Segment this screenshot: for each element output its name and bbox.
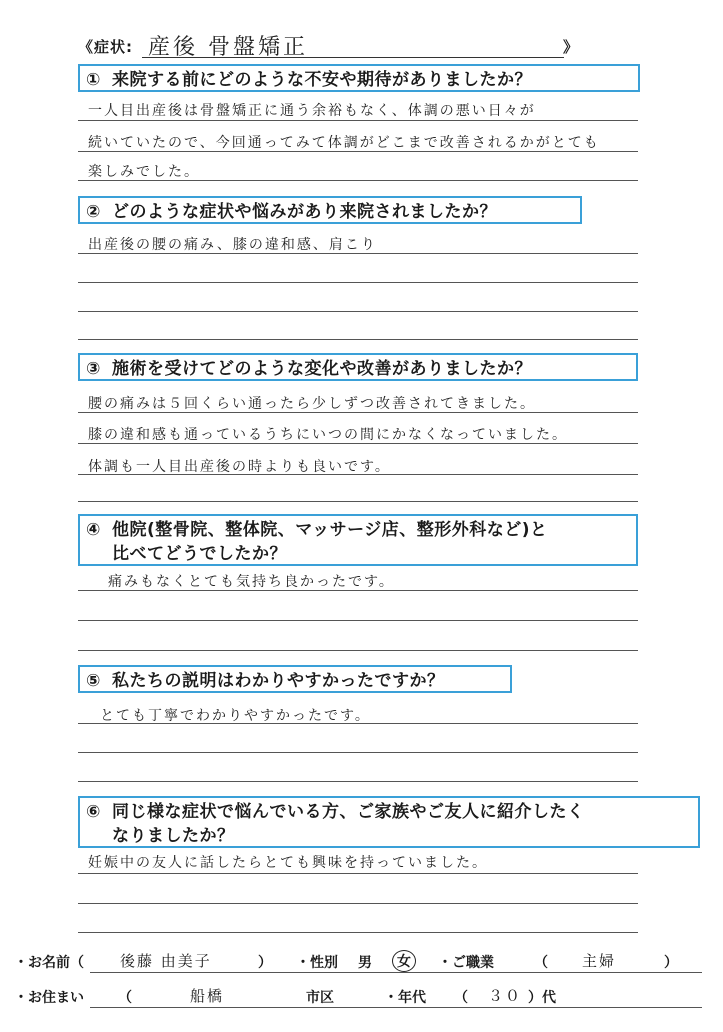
ruled-line xyxy=(78,620,638,621)
symptom-value: 産後 骨盤矯正 xyxy=(148,35,308,60)
age-value: ３０ xyxy=(488,987,523,1005)
job-value: 主婦 xyxy=(582,952,617,970)
age-label: ・年代 xyxy=(384,990,426,1006)
age-close: ）代 xyxy=(528,990,556,1006)
gender-label: ・性別 xyxy=(296,955,338,971)
ruled-line xyxy=(78,501,638,502)
name-close: ） xyxy=(258,955,272,971)
question-5-box xyxy=(78,665,512,693)
name-value: 後藤 由美子 xyxy=(120,952,212,970)
ruled-line xyxy=(78,311,638,312)
question-3-text: 施術を受けてどのような変化や改善がありましたか？ xyxy=(112,359,532,379)
question-4-box xyxy=(78,514,638,566)
footer-row-1 xyxy=(14,950,714,974)
ruled-line xyxy=(78,650,638,651)
question-2-text: どのような症状や悩みがあり来院されましたか？ xyxy=(112,202,497,222)
ruled-line xyxy=(78,253,638,254)
ruled-line xyxy=(78,282,638,283)
answer-2-line-1: 出産後の腰の痛み、膝の違和感、肩こり xyxy=(88,237,377,253)
address-suffix: 市区 xyxy=(306,990,334,1006)
age-open: （ xyxy=(454,990,468,1006)
question-6-box xyxy=(78,796,700,848)
ruled-line xyxy=(78,474,638,475)
answer-3-line-1: 腰の痛みは５回くらい通ったら少しずつ改善されてきました。 xyxy=(88,396,536,412)
answer-1-line-2: 続いていたので、今回通ってみて体調がどこまで改善されるかがとても xyxy=(88,135,600,151)
footer-line-1 xyxy=(90,972,702,973)
gender-male: 男 xyxy=(358,955,372,971)
job-close: ） xyxy=(664,955,678,971)
footer-row-2 xyxy=(14,985,714,1009)
ruled-line xyxy=(78,180,638,181)
address-value: 船橋 xyxy=(190,987,225,1005)
symptom-label: 《症状: xyxy=(78,38,133,56)
address-label: ・お住まい xyxy=(14,990,84,1006)
answer-5-line-1: とても丁寧でわかりやすかったです。 xyxy=(100,708,371,724)
question-6-text: 同じ様な症状で悩んでいる方、ご家族やご友人に紹介したく なりましたか？ xyxy=(112,802,585,846)
ruled-line xyxy=(78,151,638,152)
job-label: ・ご職業 xyxy=(438,955,494,971)
ruled-line xyxy=(78,781,638,782)
gender-female-selected: 女 xyxy=(392,950,416,972)
answer-1-line-3: 楽しみでした。 xyxy=(88,164,200,180)
answer-4-line-1: 痛みもなくとても気持ち良かったです。 xyxy=(108,574,395,590)
question-1-box xyxy=(78,64,640,92)
answer-1-line-1: 一人目出産後は骨盤矯正に通う余裕もなく、体調の悪い日々が xyxy=(88,103,536,119)
question-3-number: ③ xyxy=(86,359,101,379)
question-2-box xyxy=(78,196,582,224)
answer-3-line-2: 膝の違和感も通っているうちにいつの間にかなくなっていました。 xyxy=(88,427,568,443)
ruled-line xyxy=(78,339,638,340)
question-2-number: ② xyxy=(86,202,101,222)
ruled-line xyxy=(78,443,638,444)
footer-line-2 xyxy=(90,1007,702,1008)
question-4-text: 他院(整骨院、整体院、マッサージ店、整形外科など)と 比べてどうでしたか？ xyxy=(112,520,548,564)
question-1-text: 来院する前にどのような不安や期待がありましたか？ xyxy=(112,70,532,90)
job-open: （ xyxy=(534,955,548,971)
ruled-line xyxy=(78,120,638,121)
address-open: （ xyxy=(118,990,132,1006)
question-6-number: ⑥ xyxy=(86,802,101,822)
question-5-number: ⑤ xyxy=(86,671,101,691)
question-1-number: ① xyxy=(86,70,101,90)
ruled-line xyxy=(78,412,638,413)
answer-3-line-3: 体調も一人目出産後の時よりも良いです。 xyxy=(88,459,391,475)
question-3-box xyxy=(78,353,638,381)
ruled-line xyxy=(78,590,638,591)
question-5-text: 私たちの説明はわかりやすかったですか？ xyxy=(112,671,445,691)
ruled-line xyxy=(78,873,638,874)
question-4-number: ④ xyxy=(86,520,101,540)
name-label: ・お名前（ xyxy=(14,955,84,971)
symptom-underline xyxy=(142,57,564,58)
symptom-header xyxy=(78,30,578,58)
ruled-line xyxy=(78,723,638,724)
answer-6-line-1: 妊娠中の友人に話したらとても興味を持っていました。 xyxy=(88,855,488,871)
symptom-close-bracket: 》 xyxy=(562,38,578,56)
ruled-line xyxy=(78,903,638,904)
ruled-line xyxy=(78,932,638,933)
ruled-line xyxy=(78,752,638,753)
